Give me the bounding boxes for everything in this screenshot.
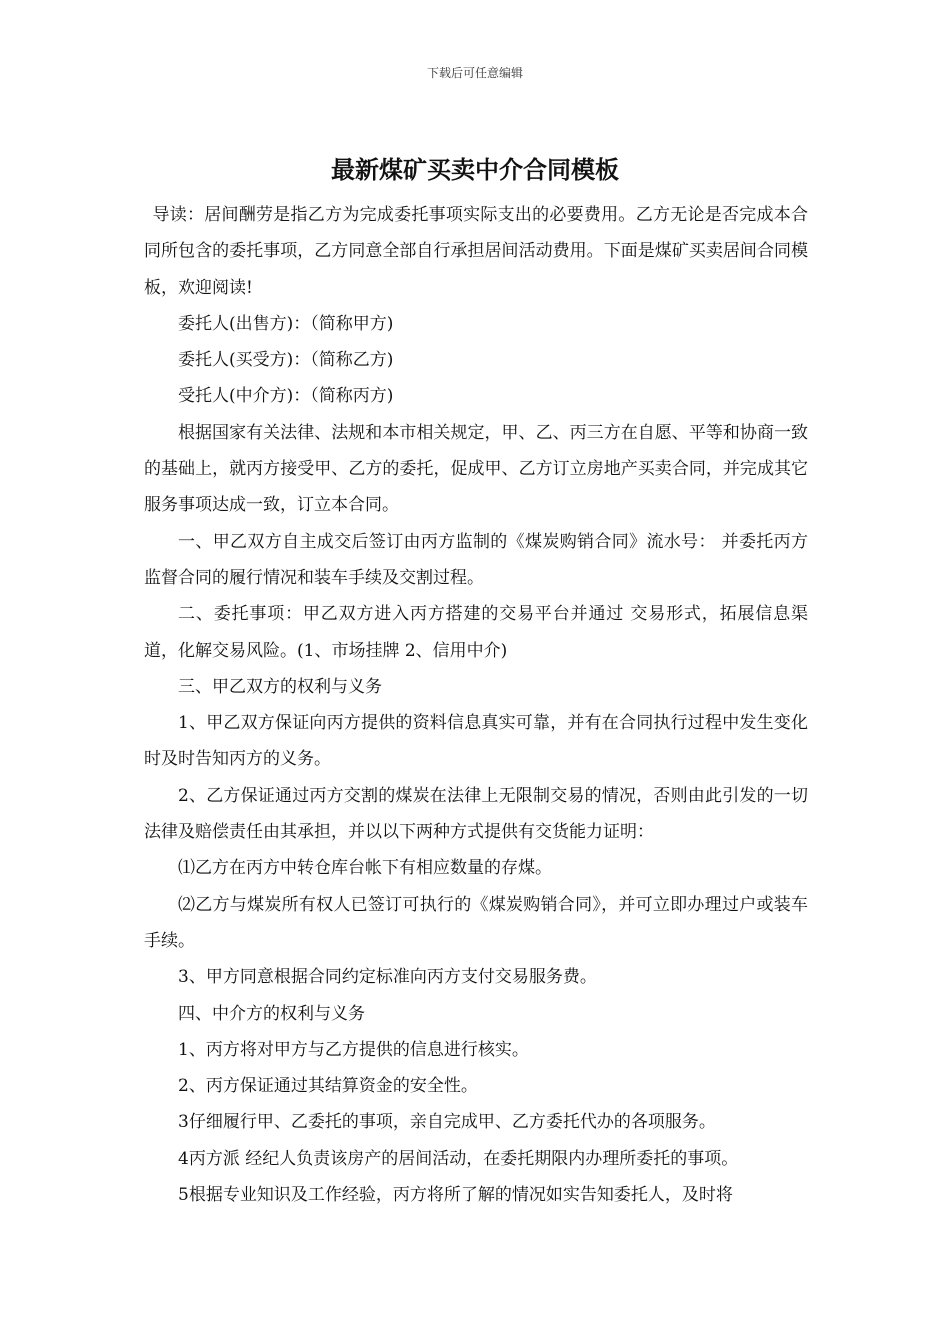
paragraph-3-2-1: ⑴乙方在丙方中转仓库台帐下有相应数量的存煤。 (178, 858, 552, 879)
paragraph-3-1: 1、甲乙双方保证向丙方提供的资料信息真实可靠，并有在合同执行过程中发生变化时及时告知丙方的义务。 (144, 713, 808, 770)
paragraph-party-a: 委托人(出售方)：（简称甲方) (178, 313, 394, 334)
paragraph-3-3: 3、甲方同意根据合同约定标准向丙方支付交易服务费。 (178, 967, 597, 988)
paragraph-3-2-2: ⑵乙方与煤炭所有权人已签订可执行的《煤炭购销合同》，并可立即办理过户或装车手续。 (144, 894, 808, 951)
document-title: 最新煤矿买卖中介合同模板 (331, 156, 619, 184)
section-heading-3: 三、甲乙双方的权利与义务 (178, 676, 382, 697)
paragraph-clause-2: 二、委托事项：甲乙双方进入丙方搭建的交易平台并通过 交易形式，拓展信息渠道，化解交易风险。(1、市场挂牌 2、信用中介) (144, 604, 808, 661)
document-body (144, 197, 808, 1213)
paragraph-3-2: 2、乙方保证通过丙方交割的煤炭在法律上无限制交易的情况，否则由此引发的一切法律及赔偿责任由其承担，并以以下两种方式提供有交货能力证明： (144, 785, 808, 843)
paragraph-party-c: 受托人(中介方)：（简称丙方) (178, 386, 394, 407)
paragraph-intro: 导读：居间酬劳是指乙方为完成委托事项实际支出的必要费用。乙方无论是否完成本合同所包含的委托事项，乙方同意全部自行承担居间活动费用。下面是煤矿买卖居间合同模板，欢迎阅读! (144, 205, 808, 298)
paragraph-party-b: 委托人(买受方)：（简称乙方) (178, 350, 394, 371)
page-header: 下载后可任意编辑 (426, 66, 523, 80)
paragraph-4-1: 1、丙方将对甲方与乙方提供的信息进行核实。 (178, 1039, 529, 1060)
paragraph-preamble: 根据国家有关法律、法规和本市相关规定，甲、乙、丙三方在自愿、平等和协商一致的基础上，就丙方接受甲、乙方的委托，促成甲、乙方订立房地产买卖合同，并完成其它服务事项达成一致，订立本合同。 (144, 422, 808, 516)
paragraph-4-2: 2、丙方保证通过其结算资金的安全性。 (178, 1076, 478, 1097)
paragraph-clause-1: 一、甲乙双方自主成交后签订由丙方监制的《煤炭购销合同》流水号： 并委托丙方监督合同的履行情况和装车手续及交割过程。 (144, 531, 808, 588)
paragraph-4-5: 5根据专业知识及工作经验，丙方将所了解的情况如实告知委托人，及时将 (178, 1185, 733, 1206)
paragraph-4-3: 3仔细履行甲、乙委托的事项，亲自完成甲、乙方委托代办的各项服务。 (178, 1112, 716, 1133)
section-heading-4: 四、中介方的权利与义务 (178, 1003, 365, 1024)
paragraph-4-4: 4丙方派 经纪人负责该房产的居间活动，在委托期限内办理所委托的事项。 (178, 1148, 739, 1169)
